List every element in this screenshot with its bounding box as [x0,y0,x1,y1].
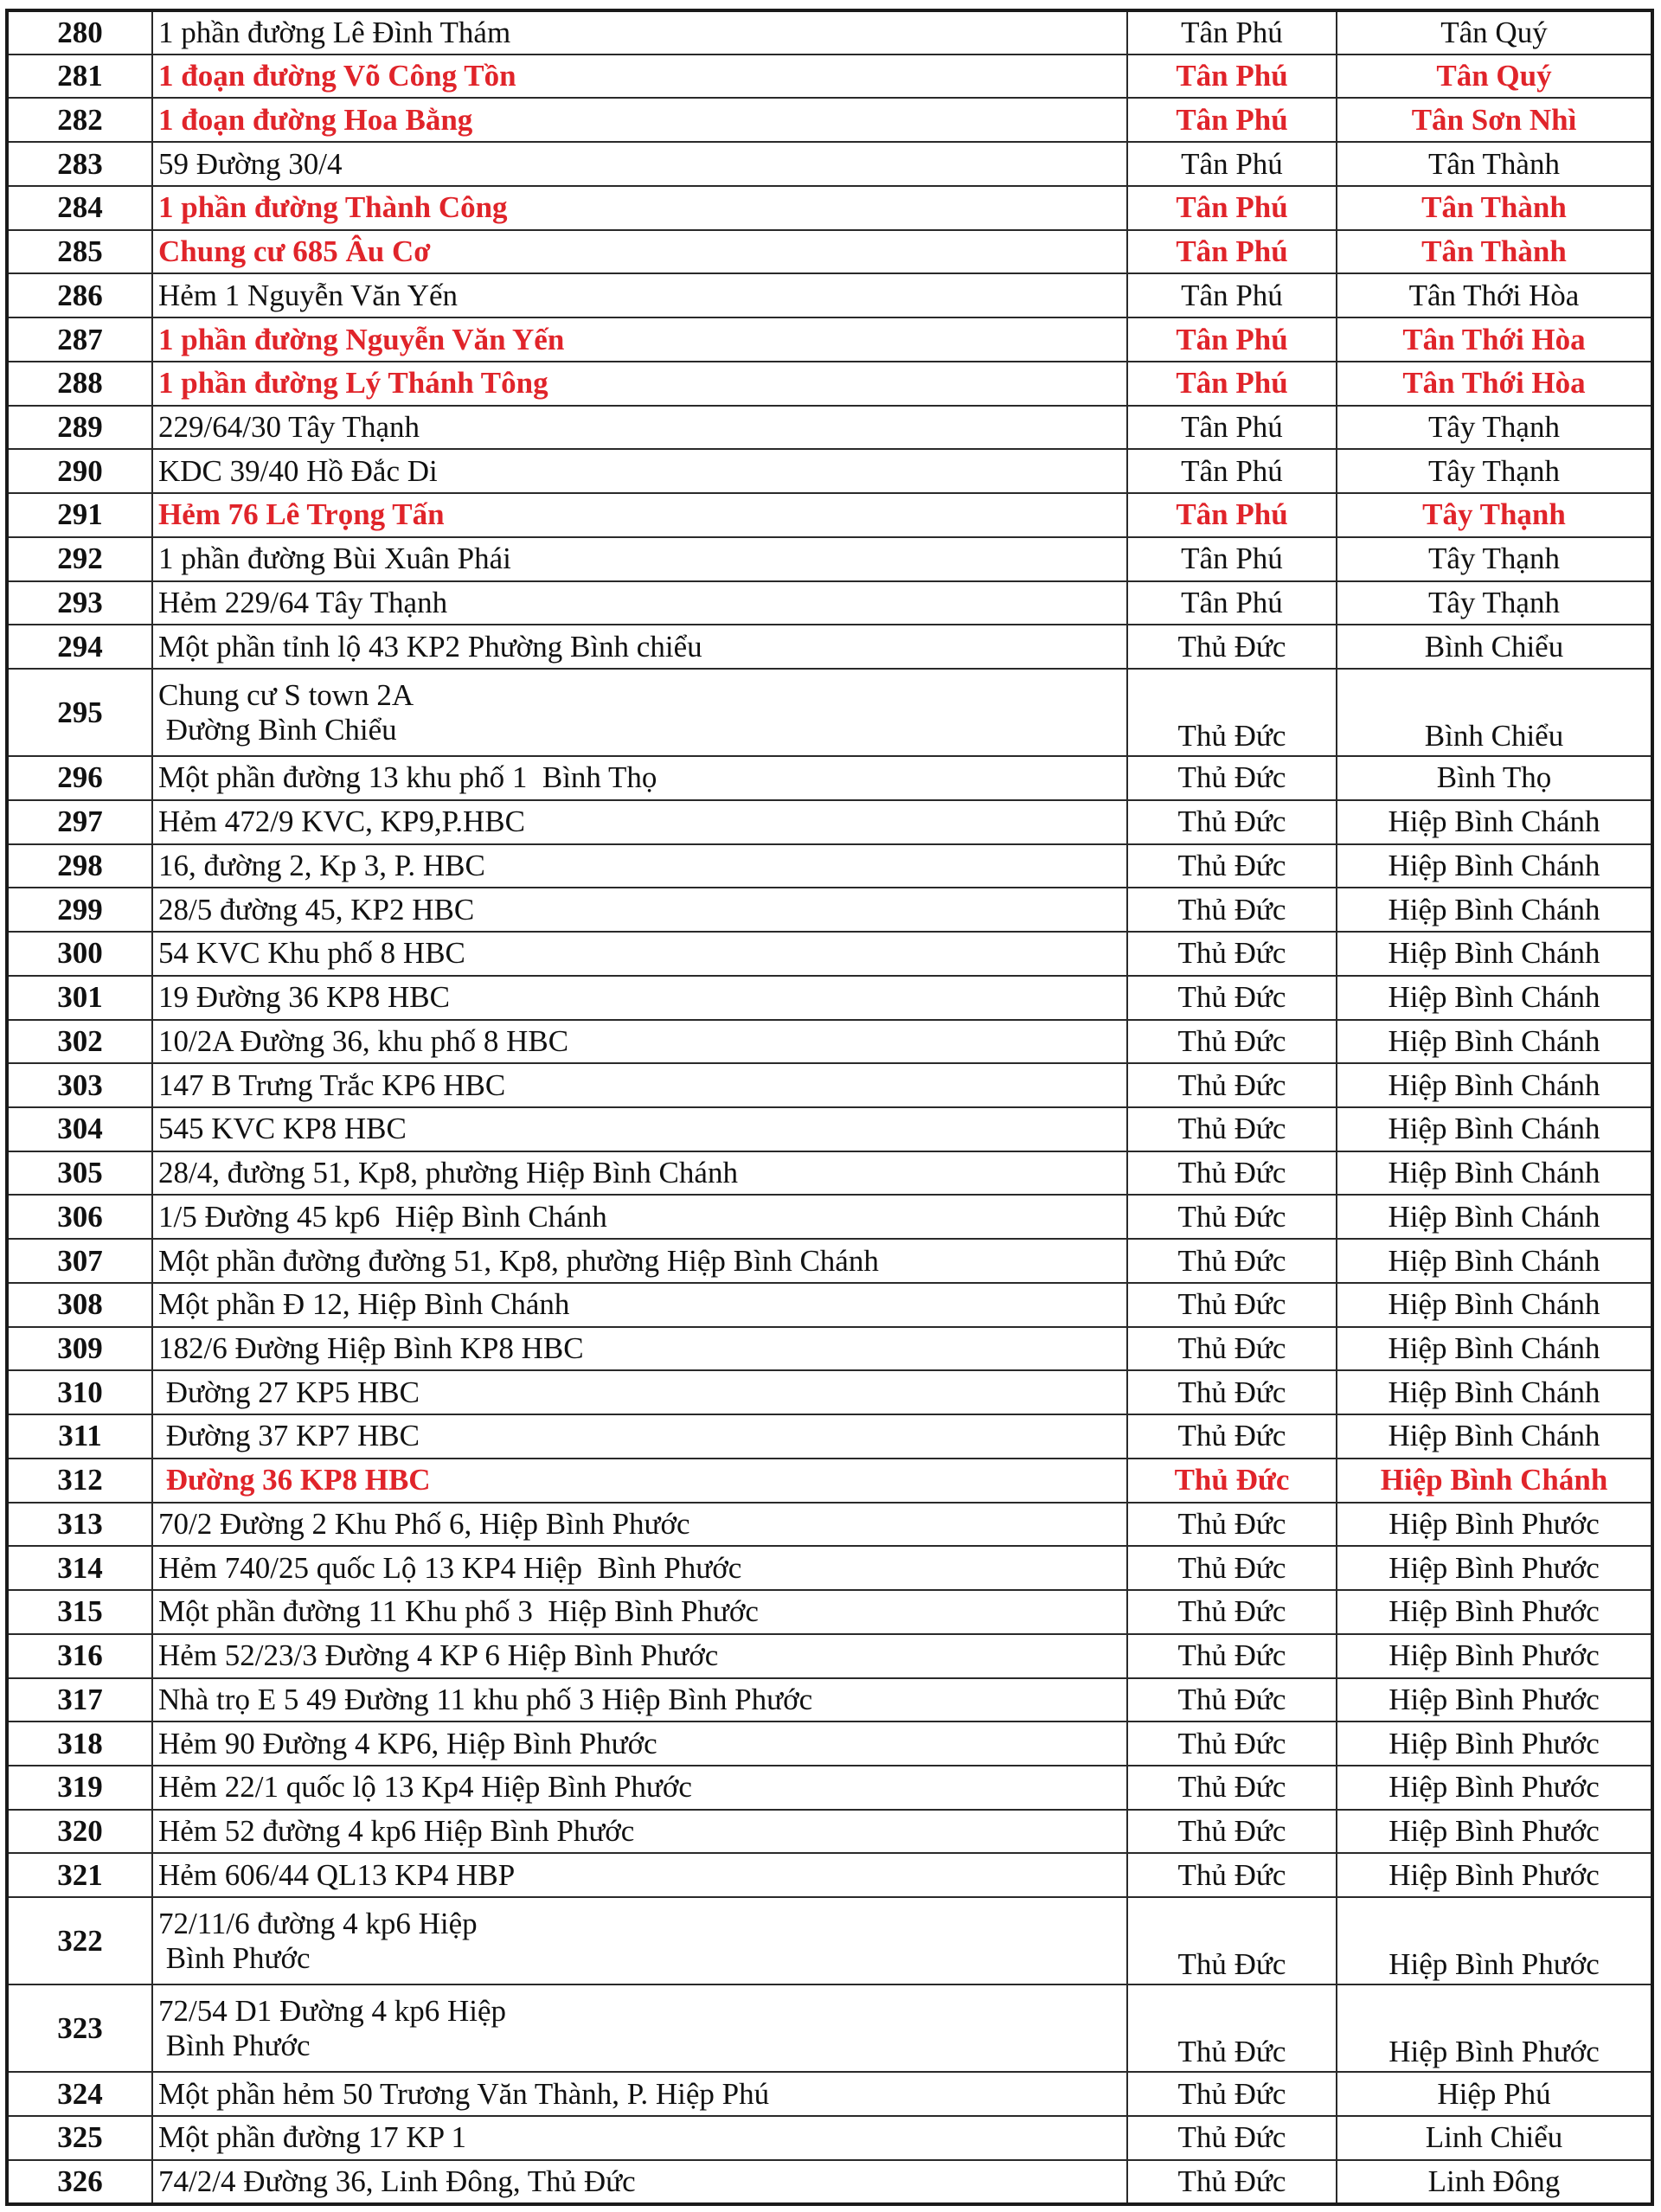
ward-cell: Hiệp Bình Chánh [1337,1020,1652,1064]
location-cell [152,1546,1127,1590]
district-cell: Tân Phú [1127,273,1337,317]
location-text: Đường 27 KP5 HBC [158,1375,420,1409]
location-cell [152,1195,1127,1239]
location-text: 72/54 D1 Đường 4 kp6 Hiệp [158,1993,507,2028]
location-text: 70/2 Đường 2 Khu Phố 6, Hiệp Bình Phước [158,1506,690,1541]
ward-cell: Linh Chiểu [1337,2116,1652,2160]
row-number: 304 [7,1107,152,1151]
table-row [7,362,1652,406]
row-number: 313 [7,1503,152,1547]
location-cell [152,669,1127,756]
district-cell: Thủ Đức [1127,1897,1337,1984]
location-text: 229/64/30 Tây Thạnh [158,409,420,444]
ward-cell: Tân Thành [1337,142,1652,186]
location-cell [152,1853,1127,1897]
district-cell: Thủ Đức [1127,1590,1337,1634]
location-text: Một phần đường 13 khu phố 1 Bình Thọ [158,760,657,795]
row-number: 287 [7,317,152,362]
location-cell [152,362,1127,406]
location-text: Một phần đường đường 51, Kp8, phường Hiệp Bình Chánh [158,1243,879,1278]
ward-cell: Hiệp Bình Chánh [1337,1327,1652,1371]
location-text: 28/5 đường 45, KP2 HBC [158,892,475,926]
ward-cell: Hiệp Bình Chánh [1337,1414,1652,1459]
location-text: Hẻm 52/23/3 Đường 4 KP 6 Hiệp Bình Phước [158,1638,719,1673]
ward-cell: Tân Sơn Nhì [1337,98,1652,142]
table-row [7,2072,1652,2116]
ward-cell: Hiệp Bình Phước [1337,1590,1652,1634]
location-text: Một phần tỉnh lộ 43 KP2 Phường Bình chiểu [158,629,702,664]
ward-cell: Tân Thới Hòa [1337,317,1652,362]
location-cell [152,1151,1127,1196]
location-text: Một phần đường 17 KP 1 [158,2120,467,2155]
ward-cell: Hiệp Bình Phước [1337,1546,1652,1590]
location-cell [152,449,1127,493]
location-text: 28/4, đường 51, Kp8, phường Hiệp Bình Chánh [158,1156,738,1190]
row-number: 325 [7,2116,152,2160]
location-cell [152,142,1127,186]
table-row [7,493,1652,537]
table-row [7,1063,1652,1107]
table-row [7,1634,1652,1678]
table-row [7,406,1652,450]
row-number: 281 [7,54,152,99]
district-cell: Thủ Đức [1127,625,1337,669]
ward-cell: Tây Thạnh [1337,406,1652,450]
ward-cell: Hiệp Bình Chánh [1337,932,1652,976]
district-cell: Thủ Đức [1127,1853,1337,1897]
location-cell [152,1107,1127,1151]
location-cell [152,54,1127,99]
location-text: Hẻm 22/1 quốc lộ 13 Kp4 Hiệp Bình Phước [158,1770,692,1805]
location-text: Hẻm 52 đường 4 kp6 Hiệp Bình Phước [158,1814,635,1849]
location-text: 1 phần đường Lê Đình Thám [158,15,511,49]
table-row [7,1897,1652,1984]
location-text: Hẻm 1 Nguyễn Văn Yến [158,278,459,312]
district-cell: Tân Phú [1127,98,1337,142]
location-text: Một phần Đ 12, Hiệp Bình Chánh [158,1287,570,1322]
row-number: 284 [7,186,152,230]
table-row [7,756,1652,800]
table-row [7,1678,1652,1722]
table-row [7,1984,1652,2072]
location-text: 1 phần đường Nguyễn Văn Yến [158,322,565,356]
location-text: Hẻm 76 Lê Trọng Tấn [158,497,445,532]
location-cell [152,932,1127,976]
row-number: 283 [7,142,152,186]
district-cell: Thủ Đức [1127,1459,1337,1503]
ward-cell: Hiệp Bình Chánh [1337,1283,1652,1327]
ward-cell: Hiệp Bình Phước [1337,1810,1652,1854]
location-cell [152,2072,1127,2116]
table-row [7,1722,1652,1766]
location-cell [152,2160,1127,2204]
district-cell: Tân Phú [1127,449,1337,493]
location-cell [152,1459,1127,1503]
location-cell [152,1239,1127,1283]
district-cell: Tân Phú [1127,10,1337,54]
district-cell: Thủ Đức [1127,1063,1337,1107]
ward-cell: Hiệp Bình Chánh [1337,1063,1652,1107]
table-row [7,2116,1652,2160]
row-number: 326 [7,2160,152,2204]
location-cell [152,317,1127,362]
district-cell: Thủ Đức [1127,1283,1337,1327]
row-number: 306 [7,1195,152,1239]
row-number: 285 [7,230,152,274]
table-row [7,669,1652,756]
table-row [7,186,1652,230]
table-row [7,1370,1652,1414]
row-number: 305 [7,1151,152,1196]
location-cell [152,888,1127,932]
row-number: 320 [7,1810,152,1854]
location-cell [152,1810,1127,1854]
table-row [7,581,1652,625]
row-number: 282 [7,98,152,142]
table-row [7,10,1652,54]
district-cell: Thủ Đức [1127,1810,1337,1854]
row-number: 286 [7,273,152,317]
location-cell [152,10,1127,54]
location-cell [152,1283,1127,1327]
row-number: 308 [7,1283,152,1327]
location-text: 182/6 Đường Hiệp Bình KP8 HBC [158,1331,584,1366]
table-row [7,1327,1652,1371]
location-text: Hẻm 740/25 quốc Lộ 13 KP4 Hiệp Bình Phước [158,1550,742,1585]
location-cell [152,406,1127,450]
location-text: Đường 37 KP7 HBC [158,1419,420,1453]
district-cell: Thủ Đức [1127,1766,1337,1810]
district-cell: Thủ Đức [1127,2072,1337,2116]
row-number: 307 [7,1239,152,1283]
location-text-line2: Đường Bình Chiểu [158,712,397,747]
ward-cell: Hiệp Bình Chánh [1337,1459,1652,1503]
location-text: 54 KVC Khu phố 8 HBC [158,936,465,971]
table-row [7,1459,1652,1503]
district-cell: Thủ Đức [1127,1634,1337,1678]
ward-cell: Hiệp Bình Chánh [1337,888,1652,932]
ward-cell: Hiệp Bình Phước [1337,1722,1652,1766]
location-text: 72/11/6 đường 4 kp6 Hiệp [158,1906,478,1940]
table-row [7,273,1652,317]
location-text: Chung cư 685 Âu Cơ [158,234,431,269]
district-cell: Tân Phú [1127,406,1337,450]
location-cell [152,2116,1127,2160]
ward-cell: Hiệp Bình Chánh [1337,800,1652,844]
location-cell [152,1327,1127,1371]
district-cell: Tân Phú [1127,142,1337,186]
ward-cell: Linh Đông [1337,2160,1652,2204]
location-cell [152,976,1127,1020]
location-text: 1 đoạn đường Hoa Bằng [158,102,473,137]
row-number: 293 [7,581,152,625]
district-cell: Thủ Đức [1127,2116,1337,2160]
location-text: 1/5 Đường 45 kp6 Hiệp Bình Chánh [158,1199,607,1234]
location-cell [152,1634,1127,1678]
table-row [7,1766,1652,1810]
table-row [7,2160,1652,2204]
district-cell: Tân Phú [1127,54,1337,99]
location-cell [152,1063,1127,1107]
row-number: 323 [7,1984,152,2072]
location-text: 545 KVC KP8 HBC [158,1112,407,1146]
table-row [7,932,1652,976]
table-row [7,1107,1652,1151]
table-row [7,1414,1652,1459]
location-cell [152,1370,1127,1414]
district-cell: Thủ Đức [1127,888,1337,932]
ward-cell: Tân Quý [1337,54,1652,99]
row-number: 309 [7,1327,152,1371]
district-cell: Thủ Đức [1127,1327,1337,1371]
row-number: 298 [7,844,152,888]
row-number: 319 [7,1766,152,1810]
ward-cell: Tây Thạnh [1337,493,1652,537]
table-row [7,800,1652,844]
location-cell [152,98,1127,142]
location-cell [152,1414,1127,1459]
district-cell: Thủ Đức [1127,1503,1337,1547]
location-text: 16, đường 2, Kp 3, P. HBC [158,848,485,882]
location-text-line2: Bình Phước [158,2028,311,2062]
location-text: 74/2/4 Đường 36, Linh Đông, Thủ Đức [158,2164,636,2198]
ward-cell: Hiệp Phú [1337,2072,1652,2116]
district-cell: Thủ Đức [1127,844,1337,888]
table-row [7,1810,1652,1854]
row-number: 317 [7,1678,152,1722]
district-cell: Thủ Đức [1127,1195,1337,1239]
ward-cell: Hiệp Bình Chánh [1337,1370,1652,1414]
district-cell: Thủ Đức [1127,1722,1337,1766]
ward-cell: Tân Thới Hòa [1337,362,1652,406]
row-number: 321 [7,1853,152,1897]
location-table [5,9,1654,2206]
table-row [7,1151,1652,1196]
location-text: Nhà trọ E 5 49 Đường 11 khu phố 3 Hiệp Bình Phước [158,1682,813,1716]
location-cell [152,1766,1127,1810]
ward-cell: Hiệp Bình Phước [1337,1634,1652,1678]
table-row [7,1283,1652,1327]
district-cell: Tân Phú [1127,317,1337,362]
ward-cell: Bình Chiểu [1337,625,1652,669]
ward-cell: Hiệp Bình Chánh [1337,1195,1652,1239]
table-row [7,98,1652,142]
location-cell [152,1503,1127,1547]
location-cell [152,1590,1127,1634]
location-text: 10/2A Đường 36, khu phố 8 HBC [158,1023,569,1058]
ward-cell: Bình Chiểu [1337,669,1652,756]
ward-cell: Tân Thành [1337,230,1652,274]
table-row [7,1546,1652,1590]
district-cell: Tân Phú [1127,186,1337,230]
ward-cell: Tân Quý [1337,10,1652,54]
table-row [7,888,1652,932]
ward-cell: Hiệp Bình Phước [1337,1503,1652,1547]
ward-cell: Tân Thới Hòa [1337,273,1652,317]
row-number: 324 [7,2072,152,2116]
district-cell: Thủ Đức [1127,2160,1337,2204]
table-body [7,10,1652,2204]
table-row [7,142,1652,186]
district-cell: Thủ Đức [1127,669,1337,756]
location-cell [152,581,1127,625]
row-number: 289 [7,406,152,450]
location-text: 1 phần đường Bùi Xuân Phái [158,542,511,576]
row-number: 296 [7,756,152,800]
table-row [7,976,1652,1020]
location-cell [152,493,1127,537]
ward-cell: Hiệp Bình Phước [1337,1897,1652,1984]
location-text: Chung cư S town 2A [158,677,414,712]
district-cell: Thủ Đức [1127,1239,1337,1283]
row-number: 314 [7,1546,152,1590]
table-row [7,537,1652,581]
ward-cell: Hiệp Bình Chánh [1337,844,1652,888]
ward-cell: Tây Thạnh [1337,581,1652,625]
location-cell [152,756,1127,800]
row-number: 288 [7,362,152,406]
table-row [7,449,1652,493]
location-cell [152,1984,1127,2072]
location-text: Hẻm 229/64 Tây Thạnh [158,585,448,619]
row-number: 316 [7,1634,152,1678]
row-number: 315 [7,1590,152,1634]
district-cell: Thủ Đức [1127,1107,1337,1151]
row-number: 301 [7,976,152,1020]
location-text: 147 B Trưng Trắc KP6 HBC [158,1068,506,1102]
ward-cell: Tây Thạnh [1337,537,1652,581]
location-cell [152,230,1127,274]
ward-cell: Hiệp Bình Chánh [1337,1239,1652,1283]
location-cell [152,186,1127,230]
table-row [7,1590,1652,1634]
row-number: 290 [7,449,152,493]
location-text: Đường 36 KP8 HBC [158,1463,431,1497]
row-number: 300 [7,932,152,976]
location-cell [152,273,1127,317]
location-text: Một phần hẻm 50 Trương Văn Thành, P. Hiệp Phú [158,2076,770,2111]
table-row [7,844,1652,888]
row-number: 302 [7,1020,152,1064]
location-text: 1 đoạn đường Võ Công Tồn [158,59,516,93]
row-number: 299 [7,888,152,932]
district-cell: Thủ Đức [1127,1370,1337,1414]
row-number: 295 [7,669,152,756]
location-text: KDC 39/40 Hồ Đắc Di [158,453,438,488]
ward-cell: Hiệp Bình Chánh [1337,1151,1652,1196]
location-cell [152,625,1127,669]
ward-cell: Hiệp Bình Phước [1337,1853,1652,1897]
district-cell: Thủ Đức [1127,932,1337,976]
location-text-line2: Bình Phước [158,1940,311,1975]
row-number: 297 [7,800,152,844]
district-cell: Thủ Đức [1127,800,1337,844]
district-cell: Tân Phú [1127,230,1337,274]
table-row [7,230,1652,274]
district-cell: Thủ Đức [1127,1546,1337,1590]
location-text: 1 phần đường Lý Thánh Tông [158,366,548,401]
location-cell [152,1678,1127,1722]
row-number: 294 [7,625,152,669]
ward-cell: Tây Thạnh [1337,449,1652,493]
location-text: Một phần đường 11 Khu phố 3 Hiệp Bình Phước [158,1594,759,1629]
location-text: Hẻm 606/44 QL13 KP4 HBP [158,1857,516,1892]
table-row [7,625,1652,669]
table-row [7,1020,1652,1064]
location-cell [152,1020,1127,1064]
district-cell: Thủ Đức [1127,1678,1337,1722]
table-row [7,1195,1652,1239]
district-cell: Tân Phú [1127,362,1337,406]
location-cell [152,1897,1127,1984]
row-number: 280 [7,10,152,54]
row-number: 291 [7,493,152,537]
ward-cell: Hiệp Bình Phước [1337,1984,1652,2072]
location-cell [152,537,1127,581]
district-cell: Tân Phú [1127,581,1337,625]
row-number: 310 [7,1370,152,1414]
location-text: 19 Đường 36 KP8 HBC [158,980,450,1015]
location-cell [152,800,1127,844]
district-cell: Thủ Đức [1127,1414,1337,1459]
district-cell: Thủ Đức [1127,756,1337,800]
row-number: 318 [7,1722,152,1766]
table-row [7,317,1652,362]
table-row [7,1503,1652,1547]
row-number: 322 [7,1897,152,1984]
district-cell: Thủ Đức [1127,976,1337,1020]
table-row [7,1853,1652,1897]
district-cell: Thủ Đức [1127,1984,1337,2072]
row-number: 312 [7,1459,152,1503]
row-number: 292 [7,537,152,581]
district-cell: Tân Phú [1127,537,1337,581]
district-cell: Thủ Đức [1127,1020,1337,1064]
row-number: 311 [7,1414,152,1459]
ward-cell: Bình Thọ [1337,756,1652,800]
district-cell: Thủ Đức [1127,1151,1337,1196]
ward-cell: Hiệp Bình Phước [1337,1678,1652,1722]
location-cell [152,1722,1127,1766]
location-text: Hẻm 472/9 KVC, KP9,P.HBC [158,805,525,839]
district-cell: Tân Phú [1127,493,1337,537]
location-text: Hẻm 90 Đường 4 KP6, Hiệp Bình Phước [158,1726,657,1760]
location-text: 1 phần đường Thành Công [158,190,508,225]
location-text: 59 Đường 30/4 [158,146,343,181]
location-cell [152,844,1127,888]
table-row [7,54,1652,99]
ward-cell: Hiệp Bình Chánh [1337,1107,1652,1151]
ward-cell: Tân Thành [1337,186,1652,230]
table-row [7,1239,1652,1283]
row-number: 303 [7,1063,152,1107]
ward-cell: Hiệp Bình Phước [1337,1766,1652,1810]
ward-cell: Hiệp Bình Chánh [1337,976,1652,1020]
